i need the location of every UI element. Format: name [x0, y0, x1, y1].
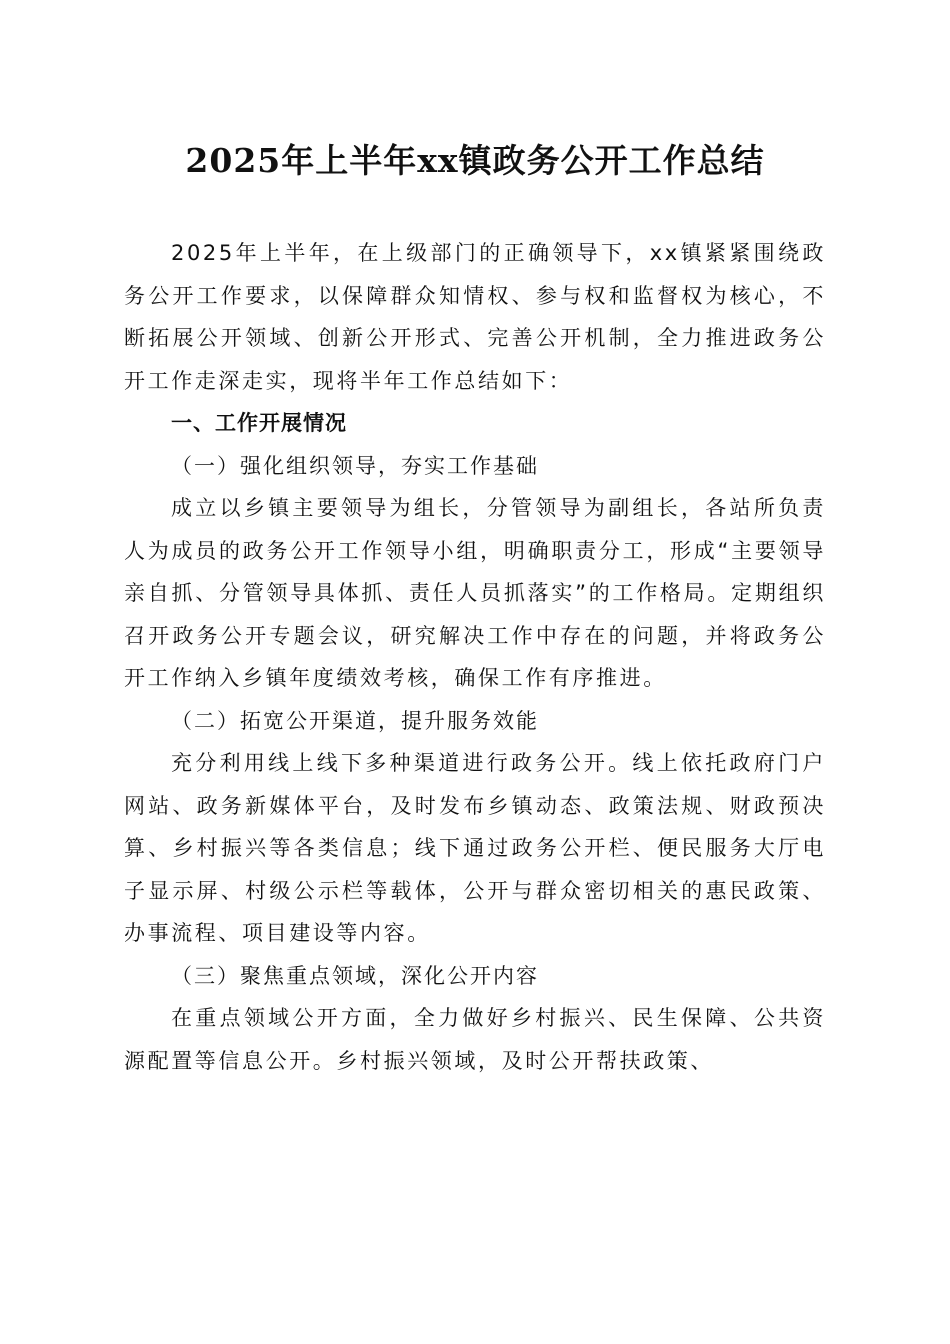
subsection-heading-1: （一）强化组织领导，夯实工作基础	[171, 453, 539, 478]
subsection-heading-2: （二）拓宽公开渠道，提升服务效能	[171, 708, 539, 733]
section-heading-1: 一、工作开展情况	[171, 411, 347, 435]
subsection-heading-3: （三）聚焦重点领域，深化公开内容	[171, 963, 539, 988]
intro-paragraph: 2025年上半年，在上级部门的正确领导下，xx镇紧紧围绕政务公开工作要求，以保障群众知情权、参与权和监督权为核心，不断拓展公开领域、创新公开形式、完善公开机制，全力推进政务公开工作走深走实，现将半年工作总结如下：	[124, 241, 826, 393]
subsection-body-1: 成立以乡镇主要领导为组长，分管领导为副组长，各站所负责人为成员的政务公开工作领导小组，明确职责分工，形成“主要领导亲自抓、分管领导具体抓、责任人员抓落实”的工作格局。定期组织召开政务公开专题会议，研究解决工作中存在的问题，并将政务公开工作纳入乡镇年度绩效考核，确保工作有序推进。	[124, 496, 826, 690]
document-title: 2025年上半年xx镇政务公开工作总结	[185, 141, 765, 180]
document-body	[124, 232, 826, 1082]
subsection-body-2: 充分利用线上线下多种渠道进行政务公开。线上依托政府门户网站、政务新媒体平台，及时发布乡镇动态、政策法规、财政预决算、乡村振兴等各类信息；线下通过政务公开栏、便民服务大厅电子显示屏、村级公示栏等载体，公开与群众密切相关的惠民政策、办事流程、项目建设等内容。	[124, 751, 826, 945]
subsection-body-3: 在重点领域公开方面，全力做好乡村振兴、民生保障、公共资源配置等信息公开。乡村振兴领域，及时公开帮扶政策、	[124, 1006, 826, 1073]
